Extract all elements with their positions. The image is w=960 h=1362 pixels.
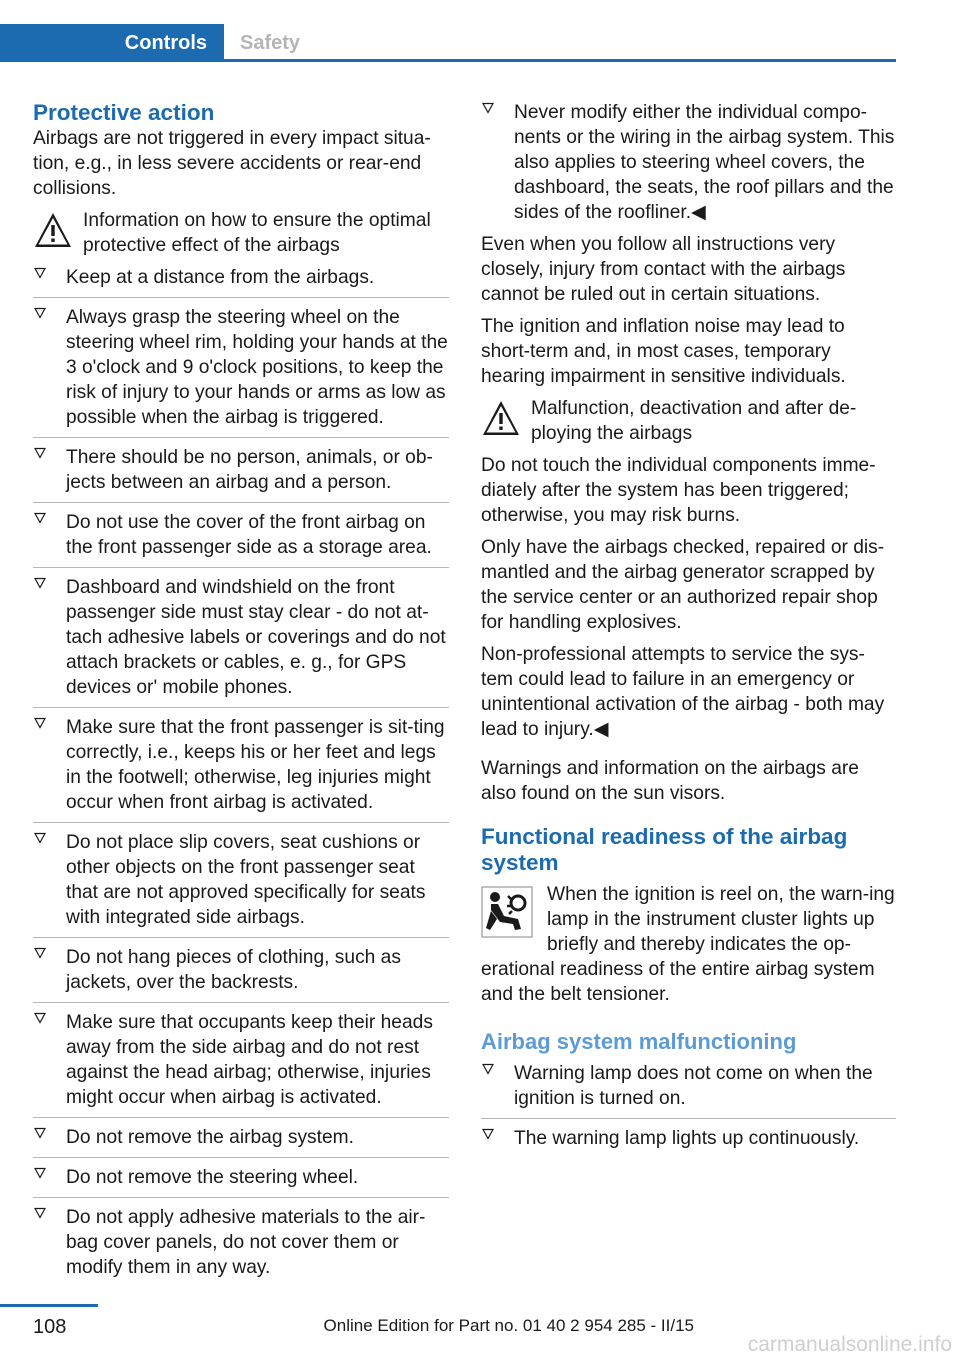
functional-text: When the ignition is reel on, the warn-ing lamp in the instrument cluster lights up briefly and thereby indicates the op-erational readiness of the entire airbag system and the belt tensioner. — [481, 884, 895, 1005]
list-item: Do not place slip covers, seat cushions or other objects on the front passenger seat that are not approved specifically for seats with integrated side airbags. — [33, 822, 449, 937]
bullet-triangle-icon — [34, 447, 46, 459]
list-item: Warning lamp does not come on when the ignition is turned on. — [481, 1061, 896, 1118]
header-rule — [0, 59, 896, 62]
tab-controls[interactable]: Controls — [0, 24, 224, 62]
list-item: Always grasp the steering wheel on the steering wheel rim, holding your hands at the 3 o'clock and 9 o'clock positions, to keep the risk of injury to your hands or arms as low as possible when the airbag is triggered. — [33, 297, 449, 437]
subsection-title-malfunctioning: Airbag system malfunctioning — [481, 1029, 797, 1054]
bullet-triangle-icon — [34, 1127, 46, 1139]
watermark: carmanualsonline.info — [747, 1333, 952, 1356]
airbag-warning-lamp-icon — [481, 886, 533, 938]
bullet-triangle-icon — [34, 717, 46, 729]
malfunction-bullet-list — [481, 1061, 896, 1158]
functional-block — [481, 882, 896, 1007]
list-item: Do not apply adhesive materials to the air-bag cover panels, do not cover them or modify them in any way. — [33, 1197, 449, 1287]
bullet-triangle-icon — [34, 832, 46, 844]
warning-triangle-icon — [33, 210, 73, 250]
list-item: There should be no person, animals, or ob-jects between an airbag and a person. — [33, 437, 449, 502]
bullet-triangle-icon — [482, 1128, 494, 1140]
list-item: Make sure that the front passenger is sit-ting correctly, i.e., keeps his or her feet and legs in the footwell; otherwise, leg injuries might occur when front airbag is activated. — [33, 707, 449, 822]
bullet-triangle-icon — [34, 267, 46, 279]
paragraph: Warnings and information on the airbags are also found on the sun visors. — [481, 758, 859, 804]
list-item: Never modify either the individual compo-nents or the wiring in the airbag system. This also applies to steering wheel covers, the dashboard, the seats, the roof pillars and the sides of the roofliner.◀ — [481, 100, 896, 232]
warning-triangle-icon — [481, 398, 521, 438]
bullet-triangle-icon — [34, 307, 46, 319]
bullet-triangle-icon — [34, 1207, 46, 1219]
section-title-functional-readiness: Functional readiness of the airbag system — [481, 824, 848, 875]
list-item: The warning lamp lights up continuously. — [481, 1118, 896, 1158]
edition-label: Online Edition for Part no. 01 40 2 954 285 - II/15 — [323, 1316, 694, 1335]
warning-text: Information on how to ensure the optimal protective effect of the airbags — [83, 210, 431, 256]
warning-block — [481, 396, 896, 446]
warning-text: Malfunction, deactivation and after de-ploying the airbags — [531, 398, 857, 444]
tab-safety[interactable]: Safety — [240, 31, 301, 54]
chapter-header — [0, 24, 896, 62]
bullet-triangle-icon — [34, 1167, 46, 1179]
page-number: 108 — [33, 1316, 67, 1338]
paragraph: Even when you follow all instructions very closely, injury from contact with the airbags cannot be ruled out in certain situations. — [481, 234, 846, 305]
list-item: Do not remove the airbag system. — [33, 1117, 449, 1157]
paragraph: Do not touch the individual components imme-diately after the system has been triggered; otherwise, you may risk burns. — [481, 455, 876, 526]
left-column — [33, 100, 449, 1287]
paragraph: Only have the airbags checked, repaired or dis-mantled and the airbag generator scrapped by the service center or an authorized repair shop for handling explosives. — [481, 537, 885, 633]
list-item: Do not use the cover of the front airbag on the front passenger side as a storage area. — [33, 502, 449, 567]
right-column — [481, 100, 896, 1158]
bullet-triangle-icon — [482, 1063, 494, 1075]
bullet-list-continued — [481, 100, 896, 232]
footer-rule — [0, 1304, 98, 1307]
paragraph: The ignition and inflation noise may lead to short-term and, in most cases, temporary hearing impairment in sensitive individuals. — [481, 316, 846, 387]
bullet-triangle-icon — [34, 512, 46, 524]
warning-block — [33, 208, 449, 258]
section-title-protective-action: Protective action — [33, 100, 215, 125]
list-item: Dashboard and windshield on the front passenger side must stay clear - do not at-tach adhesive labels or coverings and do not attach brackets or cables, e. g., for GPS devices or' mobile phones. — [33, 567, 449, 707]
list-item: Make sure that occupants keep their heads away from the side airbag and do not rest against the head airbag; otherwise, injuries might occur when airbag is activated. — [33, 1002, 449, 1117]
bullet-triangle-icon — [34, 577, 46, 589]
intro-paragraph: Airbags are not triggered in every impact situa-tion, e.g., in less severe accidents or rear-end collisions. — [33, 128, 431, 199]
bullet-triangle-icon — [482, 102, 494, 114]
list-item: Keep at a distance from the airbags. — [33, 265, 449, 297]
bullet-triangle-icon — [34, 947, 46, 959]
bullet-triangle-icon — [34, 1012, 46, 1024]
paragraph: Non-professional attempts to service the sys-tem could lead to failure in an emergency or unintentional activation of the airbag - both may lead to injury.◀ — [481, 644, 885, 740]
list-item: Do not hang pieces of clothing, such as jackets, over the backrests. — [33, 937, 449, 1002]
bullet-list — [33, 265, 449, 1287]
list-item: Do not remove the steering wheel. — [33, 1157, 449, 1197]
